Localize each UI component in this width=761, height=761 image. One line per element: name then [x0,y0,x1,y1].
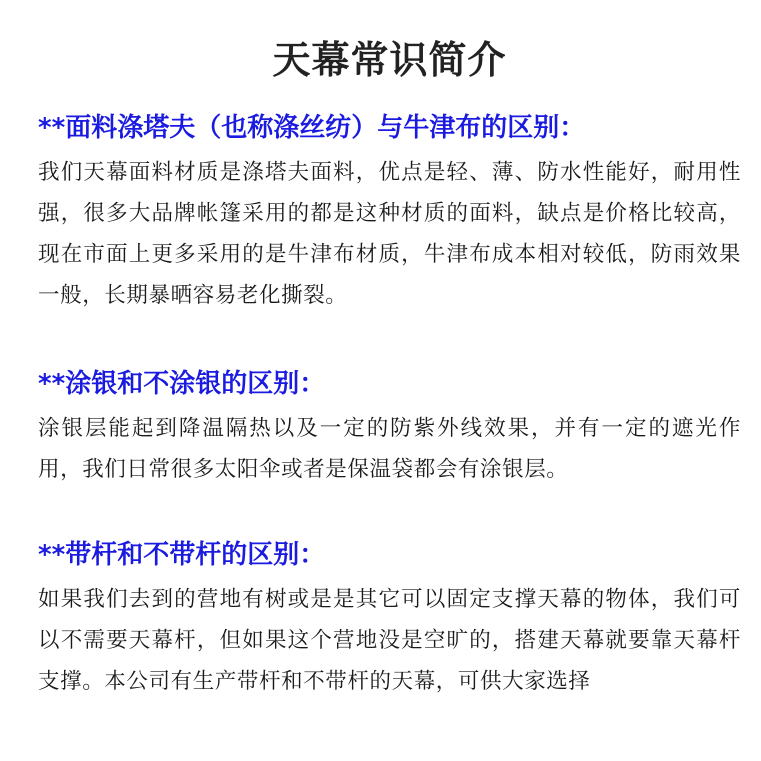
section-fabric [38,108,741,316]
section-body-silver-coating: 涂银层能起到降温隔热以及一定的防紫外线效果，并有一定的遮光作用，我们日常很多太阳伞或者是保温袋都会有涂银层。 [38,416,741,482]
section-body-fabric: 我们天幕面料材质是涤塔夫面料，优点是轻、薄、防水性能好，耐用性强，很多大品牌帐篷采用的都是这种材质的面料，缺点是价格比较高，现在市面上更多采用的是牛津布材质，牛津布成本相对较低，防雨效果一般，长期暴晒容易老化撕裂。 [38,160,741,308]
section-silver-coating [38,364,741,490]
section-heading-fabric: **面料涤塔夫（也称涤丝纺）与牛津布的区别： [38,113,586,143]
section-heading-silver-coating: **涂银和不涂银的区别： [38,369,326,399]
section-body-poles: 如果我们去到的营地有树或是是其它可以固定支撑天幕的物体，我们可以不需要天幕杆，但如果这个营地没是空旷的，搭建天幕就要靠天幕杆支撑。本公司有生产带杆和不带杆的天幕，可供大家选择 [38,587,741,694]
section-heading-poles: **带杆和不带杆的区别： [38,540,326,570]
page-title: 天幕常识简介 [272,38,507,82]
section-poles [38,535,741,702]
